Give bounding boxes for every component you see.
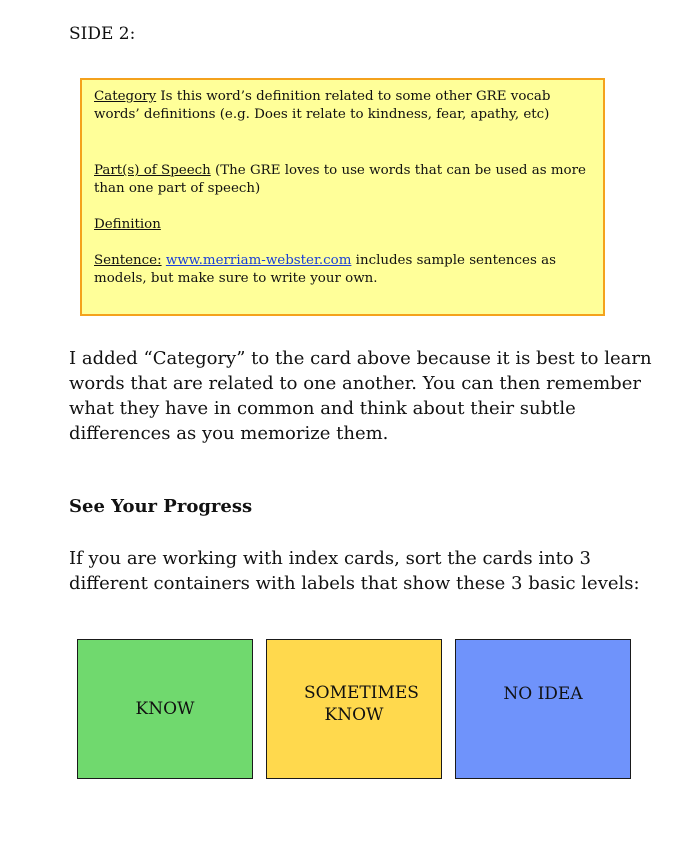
category-explanation-paragraph: I added “Category” to the card above because it is best to learn words that are related to one another. You can then remember what they have in common and think about their subtle differences as you memorize them. [69,348,652,444]
merriam-webster-link[interactable]: www.merriam-webster.com [165,253,352,268]
level-box-sometimes-know [266,639,442,779]
definition-label: Definition [94,217,161,232]
flashcard-template [80,78,605,316]
level-box-know [77,639,253,779]
progress-heading: See Your Progress [69,496,253,517]
category-label: Category [94,89,157,104]
sort-instructions-paragraph: If you are working with index cards, sort the cards into 3 different containers with labels that show these 3 basic levels: [69,548,640,594]
part-of-speech-text: (The GRE loves to use words that can be used as more than one part of speech) [94,163,586,196]
level-label-know: KNOW [135,699,195,719]
sentence-label: Sentence: [94,253,162,268]
level-label-no-idea: NO IDEA [503,684,583,704]
sentence-line [94,252,589,288]
category-line [94,88,589,124]
part-of-speech-line [94,162,589,198]
part-of-speech-label: Part(s) of Speech [94,163,211,178]
side-heading: SIDE 2: [69,24,136,44]
sentence-text: includes sample sentences as models, but make sure to write your own. [94,253,556,286]
definition-line [94,216,589,234]
level-label-sometimes-know: SOMETIMES KNOW [304,683,419,725]
level-box-no-idea [455,639,631,779]
category-text: Is this word’s definition related to some other GRE vocab words’ definitions (e.g. Does it relate to kindness, fear, apathy, etc) [94,89,551,122]
